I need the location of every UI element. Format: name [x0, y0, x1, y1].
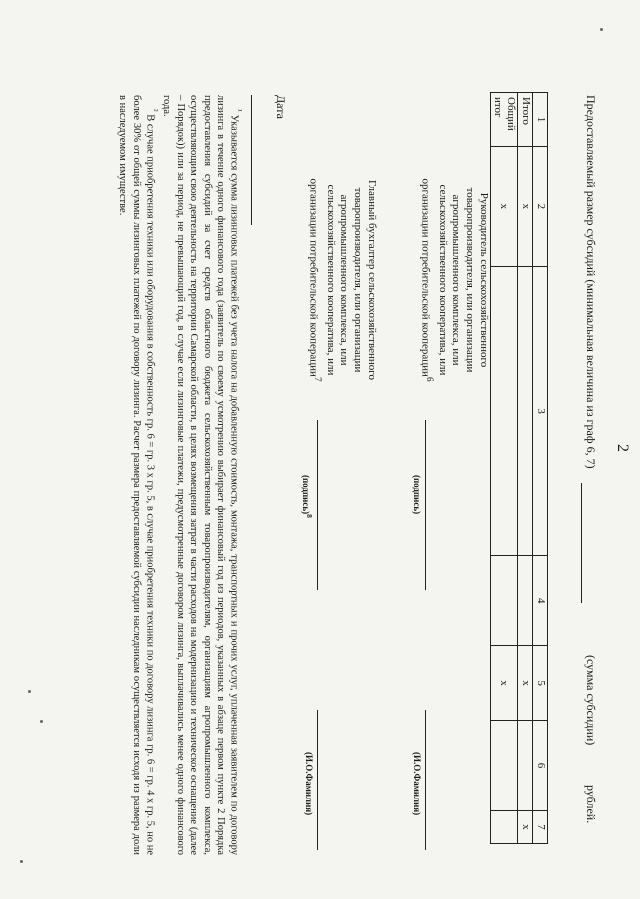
hint-text: (подпись)	[301, 475, 311, 515]
table-cell: Итого	[518, 93, 533, 147]
footnote-text: Указывается сумма лизинговых платежей без учета налога на добавленную стоимость, монтажа, транспортных и прочих услуг, уплаченная заявителем по договору лизинга в течение одного финансового года (заявитель по своему усмотрению выбирает финансовый год из периодов, указанных в абзаце первом пункте 2 Порядка предоставления субсидий за счет средств областного бюджета сельскохозяйственным товаропроизводителям, организациям агропромышленного комплекса, осуществляющим свою деятельность на территории Самарской области, в целях возмещения затрат в части расходов на модернизацию и техническое оснащение (далее – Порядок)) или за период, не превышающий год, в случае если лизинговые платежи, предусмотренные договором лизинга, выплачивались менее одного финансового года.	[161, 95, 240, 856]
footnote-2	[116, 95, 160, 855]
caption-line	[306, 150, 323, 410]
footnote-ref: 6	[425, 376, 435, 382]
caption-line: Главный бухгалтер сельскохозяйственного	[366, 180, 378, 380]
caption-text: организации потребительской кооперации	[307, 178, 320, 377]
scan-speck	[600, 28, 603, 31]
head-name-hint: (И.О.Фамилия)	[412, 752, 422, 816]
table-cell: х	[518, 646, 533, 721]
table-row-total	[518, 93, 533, 844]
header-cell: 3	[533, 266, 548, 556]
table-cell	[518, 266, 533, 556]
table-cell	[490, 556, 517, 646]
scan-speck	[28, 690, 31, 693]
header-cell: 4	[533, 556, 548, 646]
table-cell	[518, 556, 533, 646]
table-row-grand-total	[490, 93, 517, 844]
table-cell	[490, 266, 517, 556]
scan-speck	[20, 860, 23, 863]
accountant-signature-caption	[306, 150, 378, 410]
table-cell: х	[518, 146, 533, 266]
currency-label: рублей.	[584, 785, 598, 824]
caption-line: товаропроизводителя, или организации	[464, 187, 477, 373]
subsidy-amount-title: Предоставляемый размер субсидий (минимальная величина из граф 6, 7)	[584, 95, 598, 469]
footnote-ref: 7	[313, 376, 323, 382]
subsidy-sum-hint: (сумма субсидии)	[584, 655, 598, 746]
header-cell: 6	[533, 721, 548, 811]
scan-speck	[40, 720, 43, 723]
accountant-name-hint: (И.О.Фамилия)	[304, 752, 314, 816]
table-cell	[490, 721, 517, 811]
head-signature-line[interactable]	[425, 420, 426, 590]
accountant-signature-hint	[300, 475, 314, 518]
caption-line: сельскохозяйственного кооператива, или	[324, 184, 337, 376]
header-cell: 5	[533, 646, 548, 721]
accountant-name-line[interactable]	[317, 710, 318, 850]
caption-line: агропромышленного комплекса, или	[338, 194, 351, 366]
caption-line	[418, 150, 435, 410]
caption-line: сельскохозяйственного кооператива, или	[436, 184, 449, 376]
table-cell: Общий итог	[490, 93, 517, 147]
subsidy-amount-line	[581, 483, 582, 603]
caption-line: агропромышленного комплекса, или	[450, 194, 463, 366]
header-cell: 2	[533, 146, 548, 266]
footnotes	[116, 95, 244, 855]
page-number: 2	[614, 444, 631, 452]
footnote-1	[160, 95, 244, 855]
head-signature-caption	[418, 150, 490, 410]
head-signature-hint: (подпись)	[412, 475, 422, 515]
date-label: Дата	[274, 95, 288, 119]
subsidy-table	[490, 92, 548, 844]
caption-text: организации потребительской кооперации	[419, 178, 432, 377]
header-cell: 1	[533, 93, 548, 147]
table-cell: х	[518, 810, 533, 843]
caption-line: Руководитель сельскохозяйственного	[478, 192, 490, 368]
footnote-mark: ¹	[234, 109, 244, 112]
accountant-signature-line[interactable]	[317, 420, 318, 590]
footnote-ref: 8	[305, 514, 314, 518]
footnote-text: В случае приобретения техники или оборудования в собственность гр. 6 = гр. 3 х гр. 5, в случае приобретения техники по договору лизинга гр. 6 = гр. 4 х гр. 5, но не более 30% от общей суммы лизинговых платежей по договору лизинга. Расчет размера предоставляемой субсидии наследникам осуществляется исходя из размера доли в наследуемом имуществе.	[117, 95, 156, 856]
table-cell	[490, 810, 517, 843]
table-cell: х	[490, 146, 517, 266]
header-cell: 7	[533, 810, 548, 843]
footnote-separator	[251, 95, 252, 225]
caption-line: товаропроизводителя, или организации	[352, 187, 365, 373]
footnote-mark: ²	[149, 109, 160, 112]
head-name-line[interactable]	[425, 710, 426, 850]
table-header-row	[533, 93, 548, 844]
table-cell: х	[490, 646, 517, 721]
table-cell	[518, 721, 533, 811]
